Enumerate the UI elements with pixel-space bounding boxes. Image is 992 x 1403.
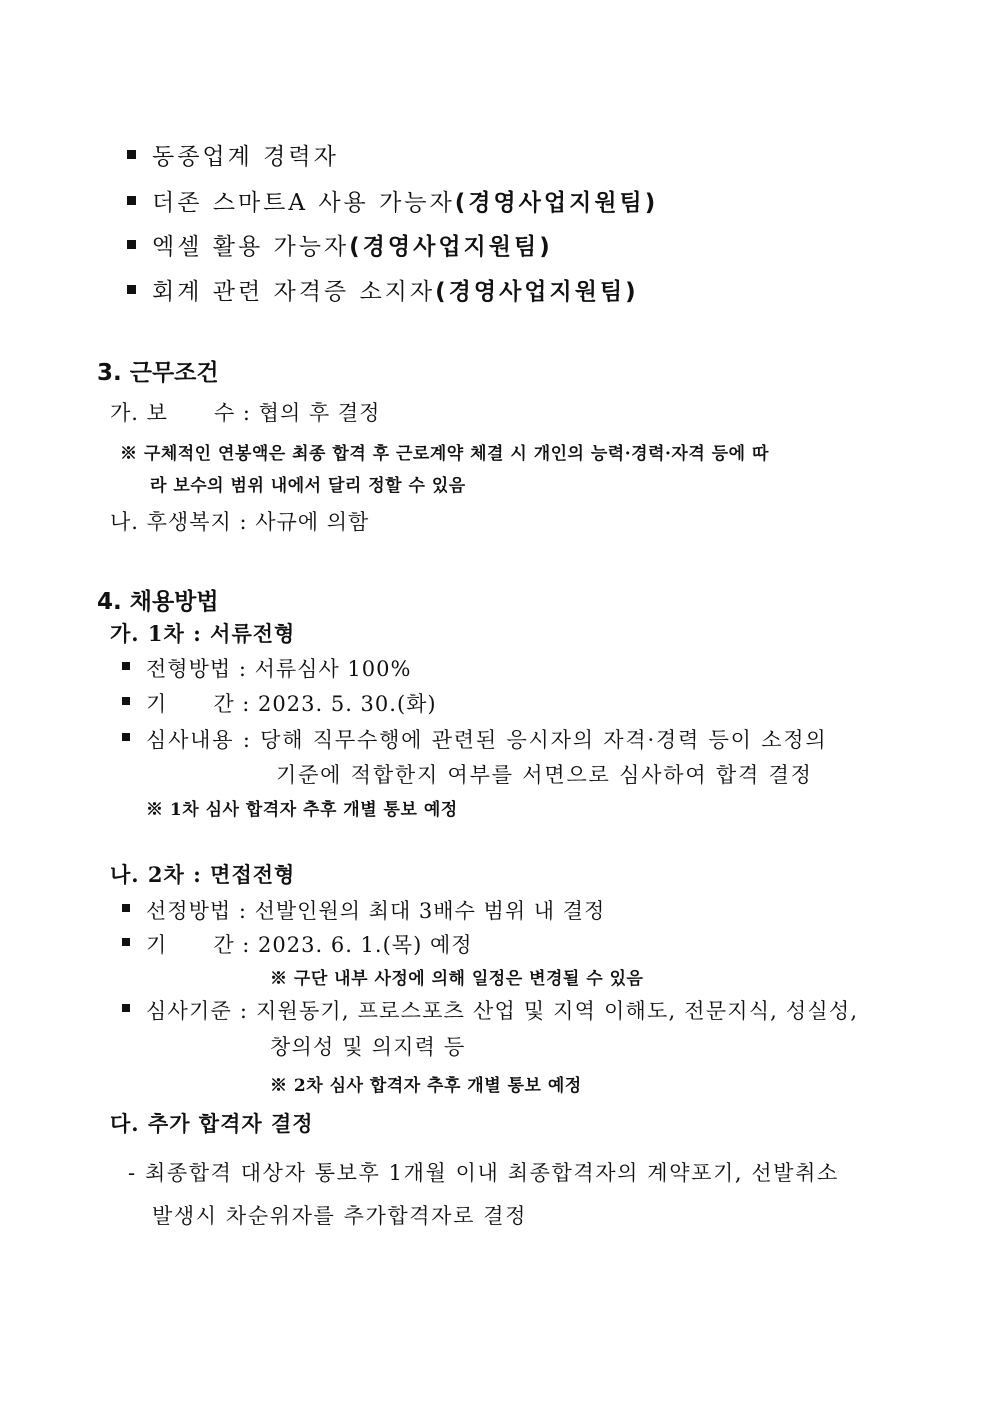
pay-note-line2: 라 보수의 범위 내에서 달리 정할 수 있음	[150, 476, 466, 496]
bullet-square-icon	[122, 662, 130, 670]
preferred-item-team: (경영사업지원팀)	[349, 234, 553, 260]
stage2-title: 나. 2차 : 면접전형	[110, 862, 296, 887]
bullet-square-icon	[127, 240, 136, 249]
preferred-item	[152, 184, 658, 217]
preferred-item-text: 동종업계 경력자	[152, 144, 339, 170]
additional-line1: - 최종합격 대상자 통보후 1개월 이내 최종합격자의 계약포기, 선발취소	[128, 1161, 839, 1185]
stage2-criteria-line1: 심사기준 : 지원동기, 프로스포츠 산업 및 지역 이해도, 전문지식, 성실성,	[146, 999, 859, 1023]
stage2-criteria-line2: 창의성 및 의지력 등	[270, 1035, 466, 1059]
additional-line2: 발생시 차순위자를 추가합격자로 결정	[152, 1204, 528, 1228]
preferred-item	[152, 228, 553, 261]
section-heading-work-conditions: 3. 근무조건	[97, 360, 219, 386]
bullet-square-icon	[127, 150, 136, 159]
stage2-period: 기 간 : 2023. 6. 1.(목) 예정	[146, 933, 473, 957]
stage1-period: 기 간 : 2023. 5. 30.(화)	[146, 692, 437, 716]
stage1-content-line2: 기준에 적합한지 여부를 서면으로 심사하여 합격 결정	[276, 763, 813, 787]
bullet-square-icon	[127, 285, 136, 294]
bullet-square-icon	[122, 938, 130, 946]
preferred-item-team: (경영사업지원팀)	[435, 279, 639, 305]
pay-note-line1: ※ 구체적인 연봉액은 최종 합격 후 근로계약 체결 시 개인의 능력·경력·자격 등에 따	[120, 444, 769, 464]
preferred-item	[152, 273, 639, 306]
stage2-note: ※ 2차 심사 합격자 추후 개별 통보 예정	[270, 1076, 582, 1096]
preferred-item-text: 더존 스마트A 사용 가능자	[152, 190, 455, 216]
stage1-note: ※ 1차 심사 합격자 추후 개별 통보 예정	[146, 800, 458, 820]
stage1-title: 가. 1차 : 서류전형	[110, 621, 296, 646]
bullet-square-icon	[122, 697, 130, 705]
pay-line: 가. 보 수 : 협의 후 결정	[110, 401, 381, 425]
preferred-item-text: 엑셀 활용 가능자	[152, 234, 350, 260]
preferred-item-text: 회계 관련 자격증 소지자	[152, 279, 436, 305]
welfare-line: 나. 후생복지 : 사규에 의함	[110, 510, 370, 534]
preferred-item-team: (경영사업지원팀)	[454, 190, 659, 216]
bullet-square-icon	[122, 733, 130, 741]
section-heading-hiring-method: 4. 채용방법	[97, 589, 219, 615]
stage2-period-note: ※ 구단 내부 사정에 의해 일정은 변경될 수 있음	[270, 969, 644, 989]
stage1-method: 전형방법 : 서류심사 100%	[146, 657, 412, 681]
stage1-content-line1: 심사내용 : 당해 직무수행에 관련된 응시자의 자격·경력 등이 소정의	[146, 728, 828, 752]
bullet-square-icon	[127, 196, 136, 205]
preferred-item	[152, 138, 339, 171]
bullet-square-icon	[122, 1004, 130, 1012]
stage2-method: 선정방법 : 선발인원의 최대 3배수 범위 내 결정	[146, 899, 606, 923]
bullet-square-icon	[122, 904, 130, 912]
additional-title: 다. 추가 합격자 결정	[110, 1111, 314, 1136]
